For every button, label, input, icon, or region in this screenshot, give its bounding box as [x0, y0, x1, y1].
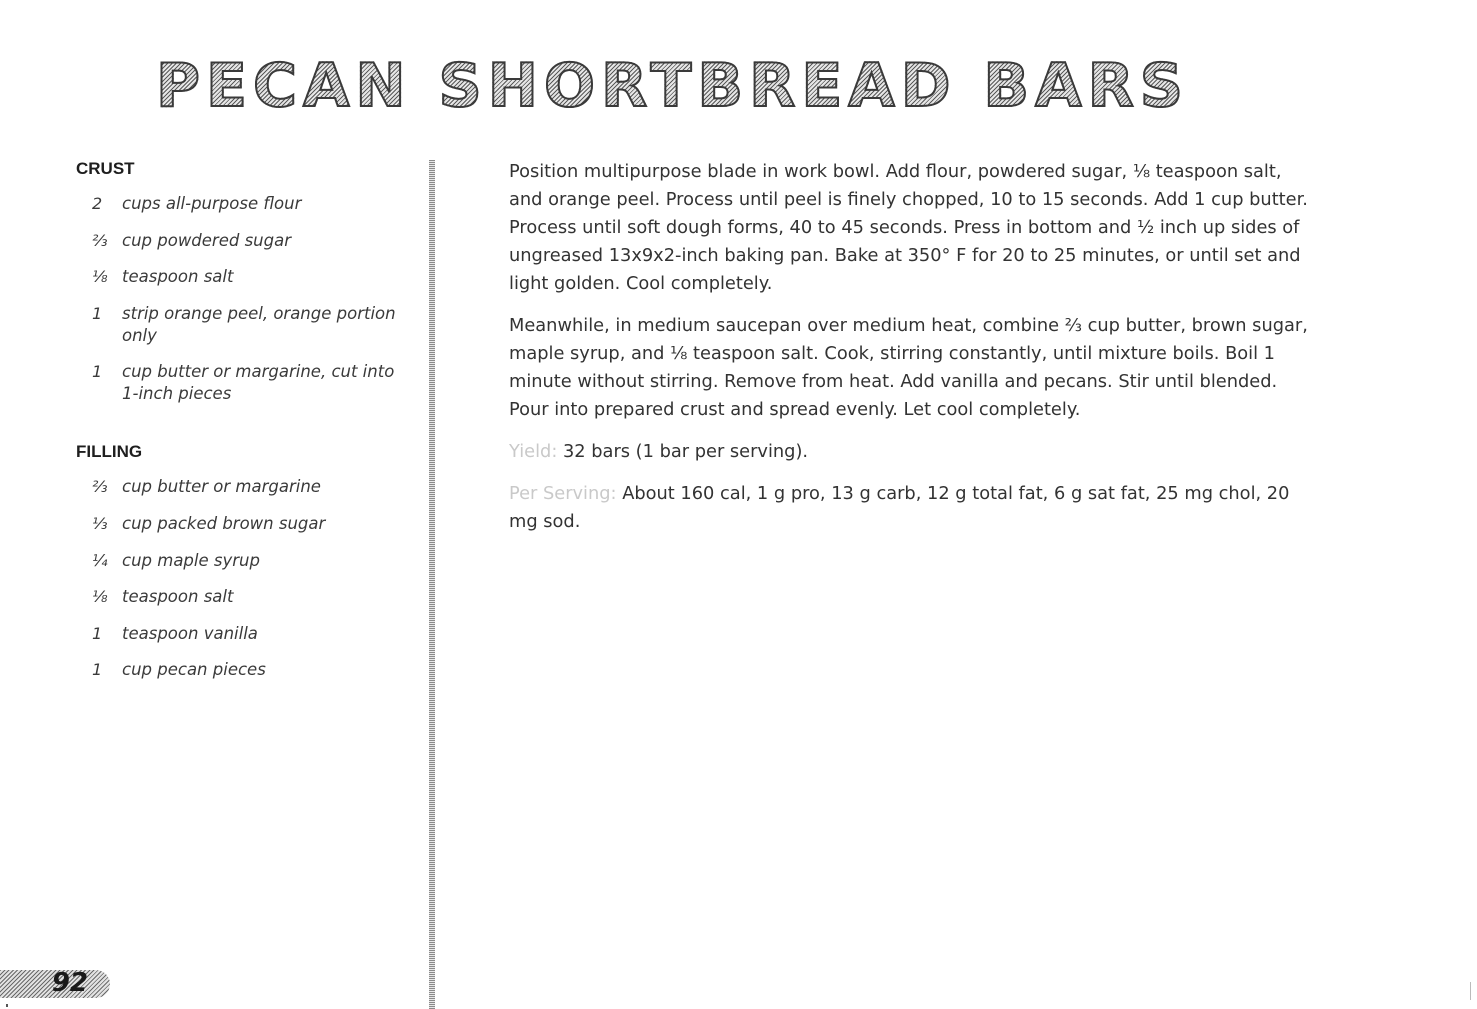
ingredient-qty: ⅔ — [92, 477, 108, 497]
direction-paragraph-2: Meanwhile, in medium saucepan over medium heat, combine ⅔ cup butter, brown sugar, maple syrup, and ⅛ teaspoon salt. Cook, stirring constantly, until mixture boils. Boil 1 minute without stirring. Remove from heat. Add vanilla and pecans. Stir until blended. Pour into prepared crust and spread evenly. Let cool completely. — [509, 315, 1308, 420]
ingredient-qty: ⅛ — [92, 587, 108, 607]
ingredient-desc: cup packed brown sugar — [122, 513, 326, 533]
ingredient-item — [76, 513, 406, 535]
ingredient-item — [76, 659, 406, 681]
ingredient-item — [76, 230, 406, 252]
ingredient-item — [76, 586, 406, 608]
recipe-title: PECAN SHORTBREAD BARS — [0, 48, 1345, 124]
ingredient-item — [76, 550, 406, 572]
crust-heading: CRUST — [76, 159, 135, 178]
ingredient-desc: teaspoon vanilla — [122, 623, 258, 643]
ingredient-desc: cup powdered sugar — [122, 230, 292, 250]
ingredient-qty: 1 — [92, 660, 103, 680]
ingredient-desc: cup butter or margarine — [122, 477, 321, 497]
ingredient-desc: cup butter or margarine, cut into 1-inch pieces — [122, 362, 395, 404]
ingredient-qty: 1 — [92, 303, 103, 323]
scan-mark — [1470, 982, 1471, 1000]
column-divider — [429, 160, 435, 1009]
yield-label: Yield: — [509, 441, 558, 462]
ingredients-column — [76, 156, 406, 696]
ingredient-item — [76, 266, 406, 288]
ingredient-desc: strip orange peel, orange portion only — [122, 303, 396, 345]
ingredient-desc: teaspoon salt — [122, 267, 234, 287]
ingredient-qty: 2 — [92, 194, 103, 213]
ingredient-qty: ⅛ — [92, 267, 108, 287]
ingredient-item — [76, 193, 406, 215]
scan-mark — [6, 1004, 8, 1007]
ingredient-desc: teaspoon salt — [122, 587, 234, 607]
nutrition-line — [509, 480, 1309, 536]
ingredient-qty: 1 — [92, 362, 103, 382]
ingredient-item — [76, 303, 406, 347]
ingredient-desc: cup maple syrup — [122, 550, 260, 570]
per-serving-value: About 160 cal, 1 g pro, 13 g carb, 12 g total fat, 6 g sat fat, 25 mg chol, 20 mg sod. — [509, 483, 1290, 532]
ingredient-item — [76, 476, 406, 498]
yield-line — [509, 438, 1309, 466]
direction-paragraph-1: Position multipurpose blade in work bowl. Add flour, powdered sugar, ⅛ teaspoon salt, and orange peel. Process until peel is finely chopped, 10 to 15 seconds. Add 1 cup butter. Process until soft dough forms, 40 to 45 seconds. Press in bottom and ½ inch up sides of ungreased 13x9x2-inch baking pan. Bake at 350° F for 20 to 25 minutes, or until set and light golden. Cool completely. — [509, 161, 1308, 294]
yield-value: 32 bars (1 bar per serving). — [562, 441, 809, 462]
per-serving-label: Per Serving: — [509, 483, 617, 504]
directions-column — [509, 158, 1309, 550]
filling-heading: FILLING — [76, 442, 143, 462]
ingredient-qty: ⅔ — [92, 230, 108, 250]
ingredient-qty: ⅓ — [92, 513, 108, 533]
ingredient-qty: 1 — [92, 623, 103, 643]
ingredient-desc: cup pecan pieces — [122, 660, 266, 680]
ingredient-item — [76, 623, 406, 645]
page-number: 92 — [51, 968, 88, 998]
page-number-tab — [0, 970, 110, 998]
ingredient-qty: ¼ — [92, 550, 108, 570]
ingredient-item — [76, 361, 406, 405]
ingredient-desc: cups all-purpose flour — [122, 194, 302, 213]
